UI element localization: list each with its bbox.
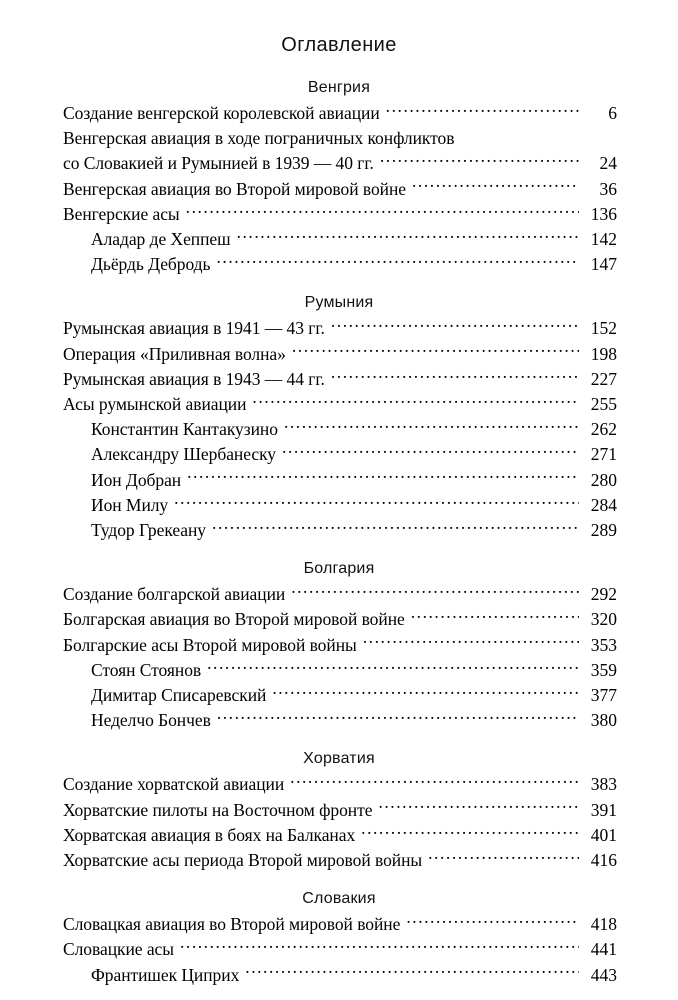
toc-entry-label: Создание венгерской королевской авиации bbox=[63, 103, 380, 123]
toc-entry[interactable] bbox=[63, 367, 617, 392]
leader-dots bbox=[331, 367, 579, 385]
leader-dots bbox=[428, 849, 579, 867]
toc-entry-label: Венгерские асы bbox=[63, 203, 180, 224]
toc-entry[interactable] bbox=[63, 202, 617, 227]
toc-subentry[interactable] bbox=[63, 417, 617, 442]
leader-dots bbox=[212, 519, 579, 537]
leader-dots bbox=[245, 963, 579, 981]
toc-entry-page-number: 418 bbox=[590, 914, 617, 935]
toc-entry-label: Болгарские асы Второй мировой войны bbox=[63, 634, 357, 655]
toc-entry-page-number: 24 bbox=[599, 153, 617, 174]
toc-entry[interactable] bbox=[63, 772, 617, 797]
section-heading: Румыния bbox=[304, 294, 374, 312]
toc-entry-label: Создание хорватской авиации bbox=[63, 774, 285, 795]
toc-entry-page-number: 198 bbox=[590, 343, 617, 364]
leader-dots bbox=[174, 493, 579, 511]
leader-dots bbox=[331, 317, 579, 335]
toc-entry-page-number: 359 bbox=[590, 659, 617, 680]
toc-entry-label: Словацкие асы bbox=[63, 939, 174, 960]
toc-entry[interactable] bbox=[63, 798, 617, 823]
toc-entry[interactable] bbox=[63, 823, 617, 848]
toc-subentry[interactable] bbox=[63, 493, 617, 518]
toc-entry-label: Стоян Стоянов bbox=[91, 659, 202, 680]
toc-entry-page-number: 136 bbox=[590, 203, 617, 224]
toc-entry-label: Асы румынской авиации bbox=[63, 394, 247, 415]
leader-dots bbox=[187, 468, 579, 486]
toc-entry-page-number: 152 bbox=[590, 318, 617, 339]
toc-entry-label: Димитар Списаревский bbox=[91, 685, 267, 706]
toc-entry-label: Ион Милу bbox=[91, 494, 169, 515]
toc-entry-label: Хорватская авиация в боях на Балканах bbox=[63, 824, 356, 845]
toc-entry-page-number: 142 bbox=[590, 229, 617, 250]
section-heading: Словакия bbox=[302, 890, 376, 908]
leader-dots bbox=[217, 709, 579, 727]
toc-entry-label: Франтишек Циприх bbox=[91, 964, 240, 985]
toc-subentry[interactable] bbox=[63, 963, 617, 988]
toc-entry-label: Тудор Грекеану bbox=[91, 520, 207, 541]
toc-entry[interactable] bbox=[63, 848, 617, 873]
toc-entry-list bbox=[0, 316, 678, 543]
leader-dots bbox=[237, 228, 579, 246]
toc-entry-label: со Словакией и Румынией в 1939 — 40 гг. bbox=[63, 153, 374, 174]
leader-dots bbox=[378, 798, 579, 816]
toc-entry-page-number: 262 bbox=[590, 419, 617, 440]
leader-dots bbox=[412, 177, 579, 195]
leader-dots bbox=[290, 773, 579, 791]
toc-entry-label: Хорватские пилоты на Восточном фронте bbox=[63, 799, 373, 820]
leader-dots bbox=[284, 418, 579, 436]
leader-dots bbox=[380, 152, 579, 170]
toc-entry[interactable] bbox=[63, 392, 617, 417]
toc-entry-label: Словацкая авиация во Второй мировой войне bbox=[63, 914, 401, 935]
toc-subentry[interactable] bbox=[63, 442, 617, 467]
leader-dots bbox=[386, 102, 579, 120]
toc-section bbox=[0, 291, 678, 543]
toc-entry[interactable] bbox=[63, 607, 617, 632]
toc-entry-label: Болгарская авиация во Второй мировой войне bbox=[63, 609, 405, 630]
toc-entry-page-number: 416 bbox=[590, 850, 617, 871]
toc-section bbox=[0, 76, 678, 277]
toc-entry-page-number: 377 bbox=[590, 685, 617, 706]
leader-dots bbox=[272, 684, 579, 702]
toc-entry-page-number: 36 bbox=[599, 178, 617, 199]
toc-entry[interactable] bbox=[63, 342, 617, 367]
toc-entry[interactable] bbox=[63, 937, 617, 962]
toc-section bbox=[0, 557, 678, 733]
toc-entry-page-number: 441 bbox=[590, 939, 617, 960]
section-heading: Болгария bbox=[303, 560, 375, 578]
toc-subentry[interactable] bbox=[63, 518, 617, 543]
toc-entry-page-number: 292 bbox=[590, 584, 617, 605]
toc-entry-page-number: 443 bbox=[590, 964, 617, 985]
toc-entry-page-number: 255 bbox=[590, 394, 617, 415]
toc-entry-page-number: 353 bbox=[590, 634, 617, 655]
toc-entry-page-number: 383 bbox=[590, 774, 617, 795]
leader-dots bbox=[361, 823, 579, 841]
toc-entry-label: Венгерская авиация во Второй мировой войне bbox=[63, 178, 406, 199]
toc-subentry[interactable] bbox=[63, 658, 617, 683]
toc-entry-label: Румынская авиация в 1943 — 44 гг. bbox=[63, 368, 325, 389]
toc-entry-label: Создание болгарской авиации bbox=[63, 584, 286, 605]
leader-dots bbox=[406, 913, 579, 931]
toc-entry[interactable] bbox=[63, 582, 617, 607]
toc-sections bbox=[0, 76, 678, 988]
toc-subentry[interactable] bbox=[63, 252, 617, 277]
toc-section bbox=[0, 747, 678, 873]
toc-entry-label: Константин Кантакузино bbox=[91, 419, 278, 440]
leader-dots bbox=[180, 938, 579, 956]
toc-entry-list bbox=[0, 772, 678, 873]
toc-entry-page-number: 280 bbox=[590, 469, 617, 490]
leader-dots bbox=[207, 658, 579, 676]
toc-entry-page-number: 391 bbox=[590, 799, 617, 820]
leader-dots bbox=[292, 342, 579, 360]
toc-entry[interactable] bbox=[63, 912, 617, 937]
toc-entry[interactable] bbox=[63, 151, 617, 176]
toc-subentry[interactable] bbox=[63, 468, 617, 493]
section-heading: Хорватия bbox=[303, 750, 375, 768]
toc-entry-label: Неделчо Бончев bbox=[91, 710, 211, 731]
toc-entry-page-number: 289 bbox=[590, 520, 617, 541]
toc-entry-label: Операция «Приливная волна» bbox=[63, 343, 286, 364]
leader-dots bbox=[252, 393, 579, 411]
page-title: Оглавление bbox=[281, 34, 397, 56]
toc-subentry[interactable] bbox=[63, 227, 617, 252]
toc-section bbox=[0, 887, 678, 988]
toc-entry[interactable] bbox=[63, 633, 617, 658]
toc-entry-page-number: 380 bbox=[590, 710, 617, 731]
toc-entry-label: Румынская авиация в 1941 — 43 гг. bbox=[63, 318, 325, 339]
leader-dots bbox=[282, 443, 579, 461]
toc-entry-page-number: 320 bbox=[590, 609, 617, 630]
toc-entry-label: Александру Шербанеску bbox=[91, 444, 276, 465]
toc-entry[interactable] bbox=[63, 316, 617, 341]
toc-entry-page-number: 147 bbox=[590, 254, 617, 275]
leader-dots bbox=[186, 202, 579, 220]
toc-entry-list bbox=[0, 912, 678, 988]
toc-entry-page-number: 271 bbox=[590, 444, 617, 465]
leader-dots bbox=[216, 253, 579, 271]
toc-entry-page-number: 6 bbox=[608, 103, 617, 123]
toc-entry-page-number: 284 bbox=[590, 494, 617, 515]
toc-entry-list bbox=[0, 582, 678, 733]
toc-entry-label: Венгерская авиация в ходе пограничных конфликтов bbox=[63, 128, 455, 149]
leader-dots bbox=[291, 583, 579, 601]
toc-entry[interactable] bbox=[63, 126, 617, 151]
toc-entry-label: Дьёрдь Дебродь bbox=[91, 254, 211, 275]
toc-entry[interactable] bbox=[63, 177, 617, 202]
toc-entry-page-number: 227 bbox=[590, 368, 617, 389]
toc-entry-label: Аладар де Хеппеш bbox=[91, 229, 231, 250]
toc-entry-page-number: 401 bbox=[590, 824, 617, 845]
toc-entry[interactable] bbox=[63, 101, 617, 126]
toc-entry-list bbox=[0, 101, 678, 277]
leader-dots bbox=[411, 608, 579, 626]
leader-dots bbox=[363, 633, 579, 651]
toc-subentry[interactable] bbox=[63, 683, 617, 708]
toc-entry-label: Хорватские асы периода Второй мировой войны bbox=[63, 850, 423, 871]
section-heading: Венгрия bbox=[307, 79, 371, 96]
toc-entry-label: Ион Добран bbox=[91, 469, 182, 490]
toc-subentry[interactable] bbox=[63, 708, 617, 733]
